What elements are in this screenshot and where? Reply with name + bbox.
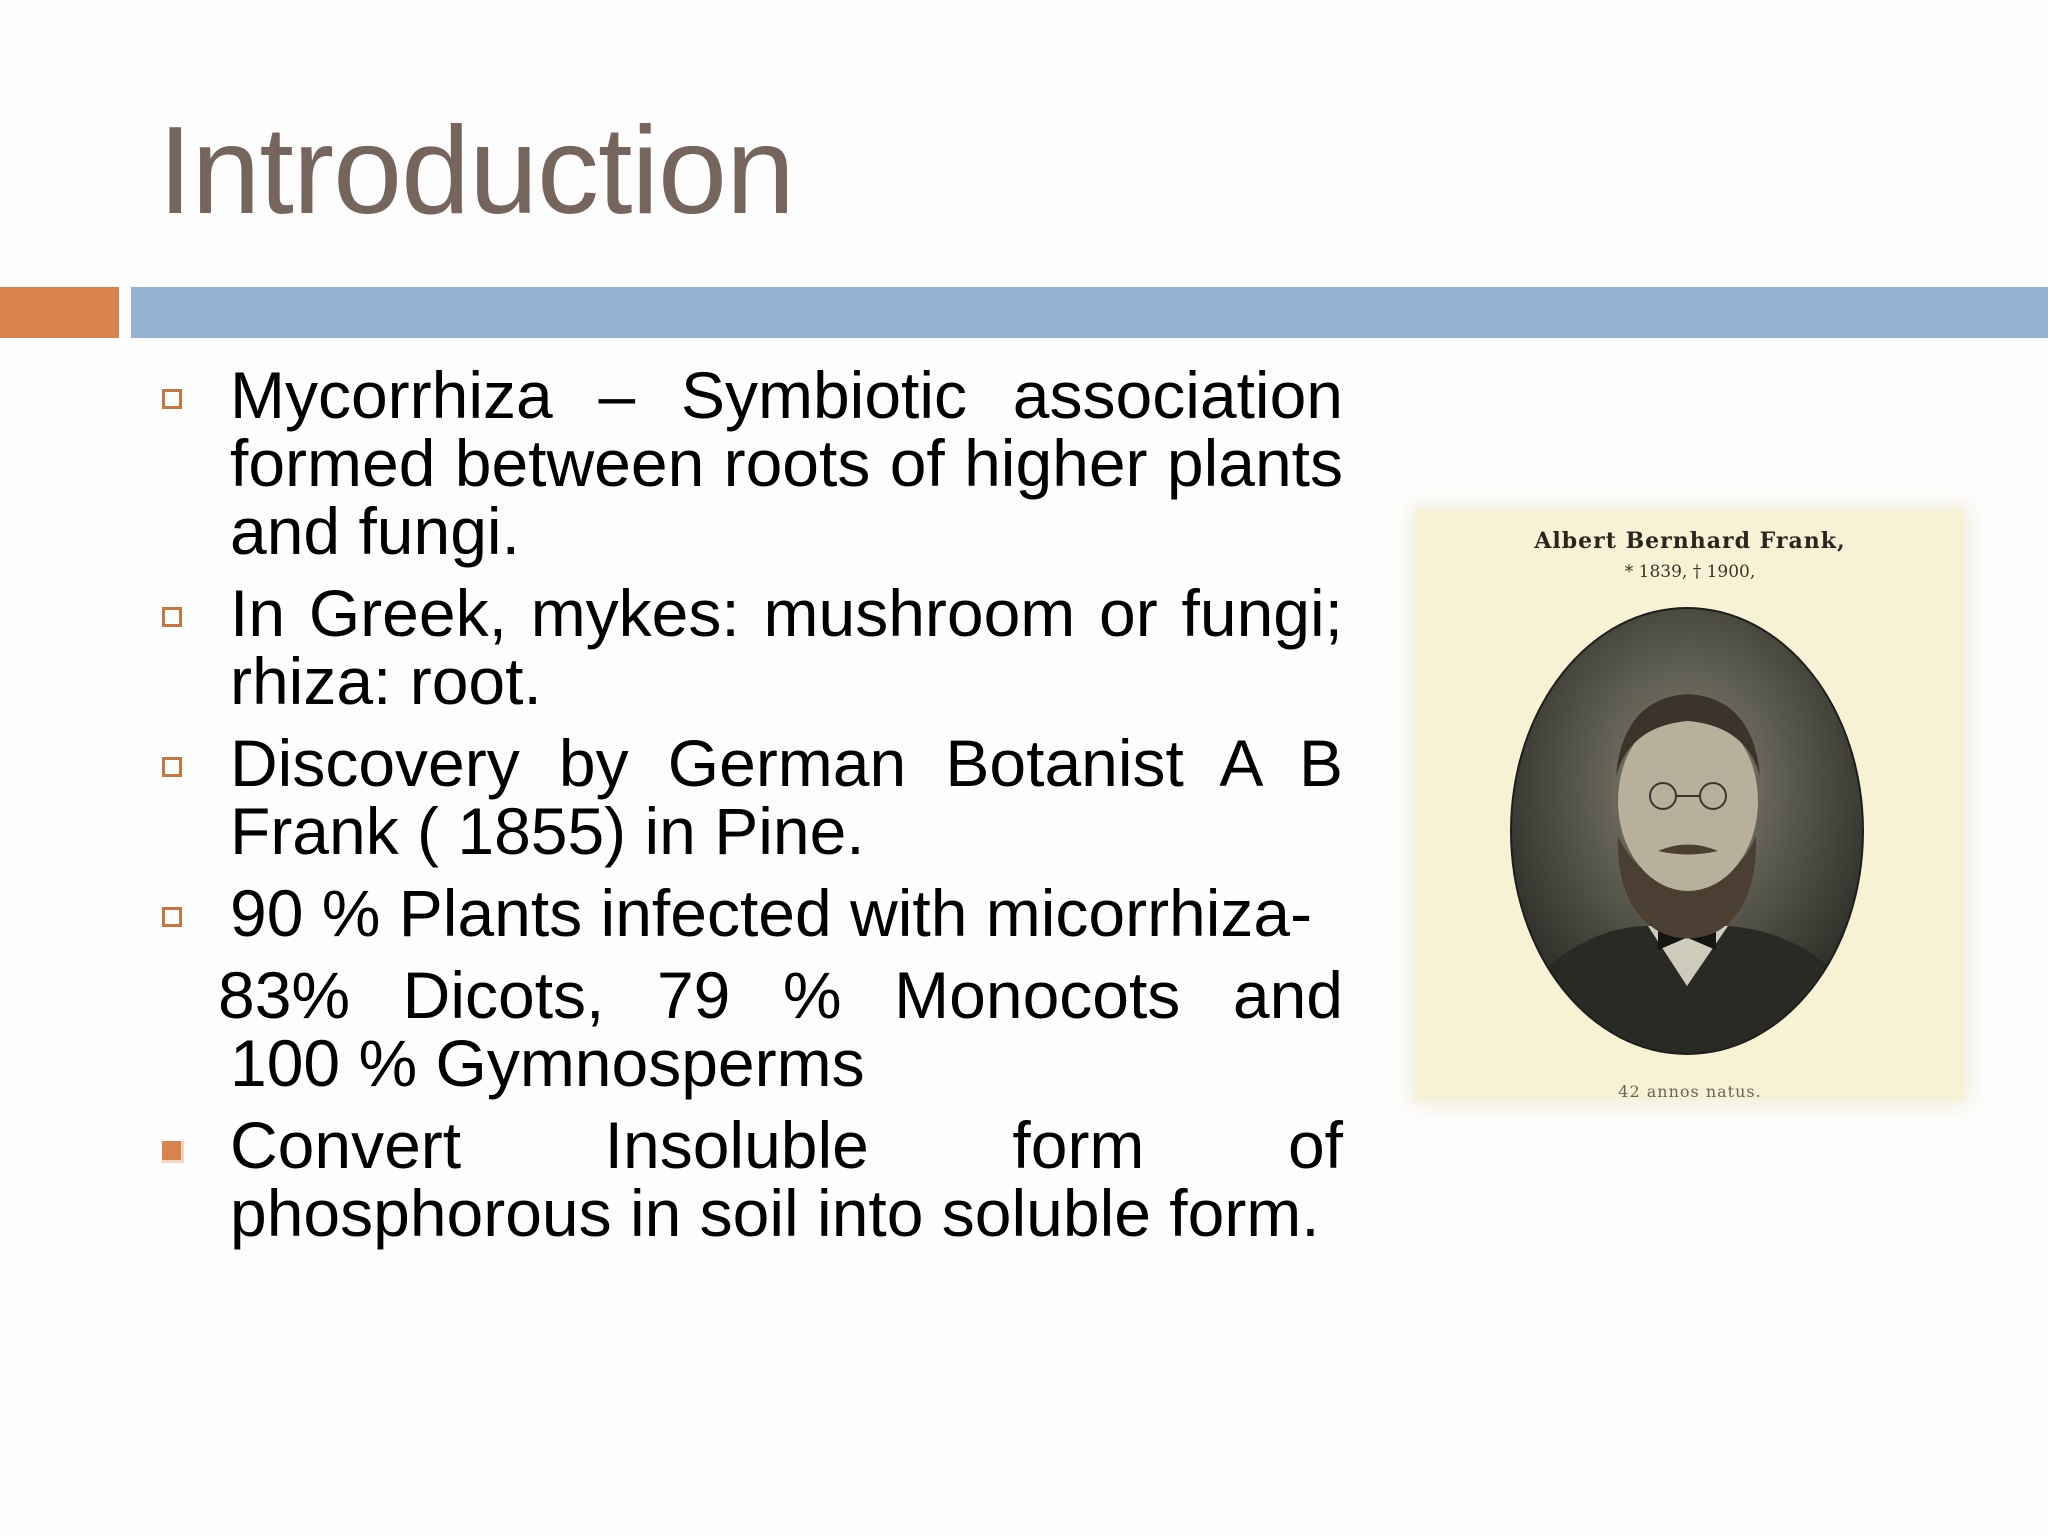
bullet-item	[158, 726, 1343, 868]
bullet-list	[158, 358, 1343, 1261]
portrait-oval-photo	[1508, 606, 1866, 1056]
bullet-item	[158, 576, 1343, 718]
bullet-text: Mycorrhiza – Symbiotic association formed between roots of higher plants and fungi.	[230, 358, 1343, 568]
slide-title: Introduction	[158, 102, 794, 240]
square-bullet-icon	[162, 389, 182, 409]
portrait-name: Albert Bernhard Frank,	[1534, 528, 1846, 554]
portrait-dates: * 1839, † 1900,	[1624, 562, 1756, 582]
square-bullet-icon	[162, 907, 182, 927]
bullet-text: In Greek, mykes: mushroom or fungi; rhiza: root.	[230, 576, 1343, 718]
sub-paragraph	[158, 958, 1343, 1100]
square-bullet-icon	[162, 607, 182, 627]
title-accent-bar-blue	[131, 287, 2048, 338]
title-accent-bar-orange	[0, 287, 119, 338]
sub-line-1: 83% Dicots, 79 % Monocots and	[218, 958, 1343, 1032]
sub-line-2: 100 % Gymnosperms	[230, 1026, 865, 1100]
bullet-text: Convert Insoluble form of phosphorous in soil into soluble form.	[230, 1108, 1343, 1250]
filled-square-bullet-icon	[162, 1141, 184, 1163]
square-bullet-icon	[162, 757, 182, 777]
bullet-text: 90 % Plants infected with micorrhiza-	[230, 876, 1313, 950]
bullet-item	[158, 1108, 1343, 1250]
portrait-image	[1416, 510, 1964, 1100]
bullet-text: Discovery by German Botanist A B Frank ( 1855) in Pine.	[230, 726, 1343, 868]
portrait-caption: 42 annos natus.	[1618, 1082, 1762, 1101]
bullet-item	[158, 876, 1343, 950]
bullet-item	[158, 358, 1343, 568]
